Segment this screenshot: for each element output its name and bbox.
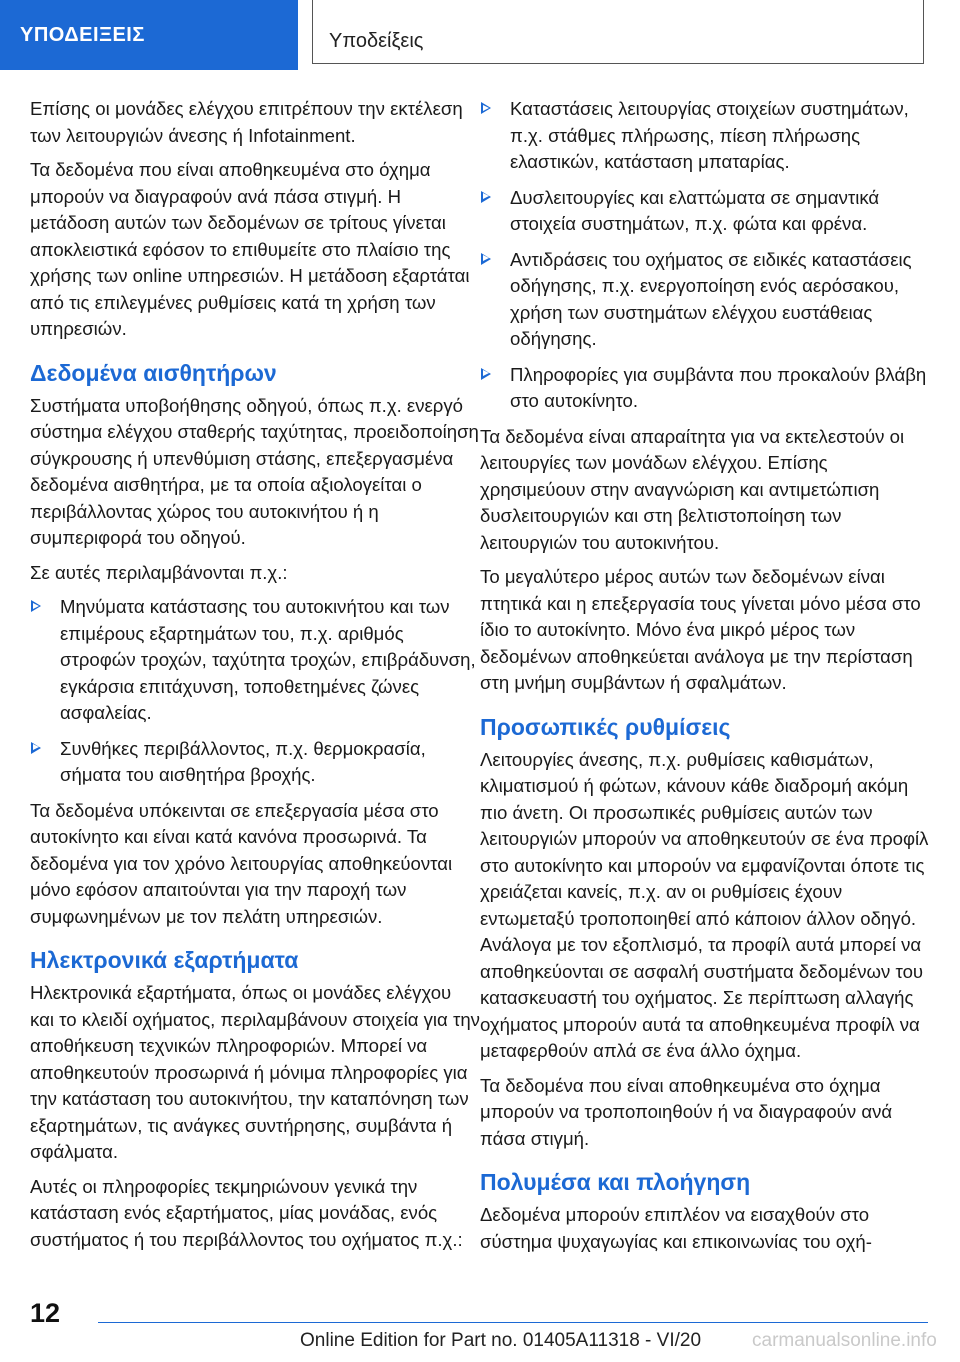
section-tab: ΥΠΟΔΕΙΞΕΙΣ [0,0,298,70]
list-item [480,96,930,176]
watermark: carmanualsonline.info [752,1330,937,1351]
list-item-text: Αντιδράσεις του οχήματος σε ειδικές καταστάσεις οδήγησης, π.χ. ενεργοποίηση ενός αερόσακου, χρήση των συστημάτων ελέγχου ευστάθειας οδήγησης. [510,248,912,349]
list-item [30,736,480,789]
section-title: Υποδείξεις [312,0,924,64]
paragraph: Επίσης οι μονάδες ελέγχου επιτρέπουν την εκτέλεση των λειτουργιών άνεσης ή Infotainment. [30,98,463,146]
paragraph: Ηλεκτρονικά εξαρτήματα, όπως οι μονάδες ελέγχου και το κλειδί οχήματος, περιλαμβάνουν στοιχεία για την αποθήκευση τεχνικών πληροφοριών. Μπορεί να αποθηκευτούν προσωρινά ή μόνιμα πληροφορίες για την κατάσταση του αυτοκινήτου, την καταπόνηση των εξαρτημάτων, τις ανάγκες συντήρησης, συμβάντα ή σφάλματα. [30,982,480,1162]
list-item-text: Συνθήκες περιβάλλοντος, π.χ. θερμοκρασία, σήματα του αισθητήρα βροχής. [60,737,426,785]
heading-personal-settings: Προσωπικές ρυθμίσεις [480,713,731,740]
list-item-text: Καταστάσεις λειτουργίας στοιχείων συστημάτων, π.χ. στάθμες πλήρωσης, πίεση πλήρωσης ελαστικών, κατάσταση μπαταρίας. [510,98,909,172]
footer-divider [98,1322,928,1323]
paragraph: Σε αυτές περιλαμβάνονται π.χ.: [30,561,288,583]
bullet-list [30,594,480,789]
list-item [30,594,480,727]
triangle-bullet-icon [481,368,491,380]
list-item [480,247,930,353]
list-item [480,185,930,238]
triangle-bullet-icon [481,191,491,203]
paragraph: Τα δεδομένα υπόκεινται σε επεξεργασία μέσα στο αυτοκίνητο και είναι κατά κανόνα προσωρινά. Τα δεδομένα για τον χρόνο λειτουργίας αποθηκεύονται μόνο εφόσον απαιτούνται για την παροχή των συμφωνημένων με τον πελάτη υπηρεσιών. [30,799,453,927]
paragraph: Τα δεδομένα που είναι αποθηκευμένα στο όχημα μπορούν να διαγραφούν ανά πάσα στιγμή. Η μετάδοση αυτών των δεδομένων σε τρίτους γίνεται αποκλειστικά εφόσον το επιθυμείτε στο πλαίσιο της χρήσης των online υπηρεσιών. Η μετάδοση εξαρτάται από τις επιλεγμένες ρυθμίσεις κατά τη χρήση των υπηρεσιών. [30,159,470,339]
page-number: 12 [30,1298,61,1328]
triangle-bullet-icon [481,102,491,114]
paragraph: Τα δεδομένα είναι απαραίτητα για να εκτελεστούν οι λειτουργίες των μονάδων ελέγχου. Επίσης χρησιμεύουν στην αναγνώριση και αντιμετώπιση δυσλειτουργιών και στη βελτιστοποίηση των λειτουργιών του αυτοκινήτου. [480,425,905,553]
paragraph: Τα δεδομένα που είναι αποθηκευμένα στο όχημα μπορούν να τροποποιηθούν ή να διαγραφούν ανά πάσα στιγμή. [480,1074,893,1149]
triangle-bullet-icon [31,600,41,612]
bullet-list [480,96,930,415]
triangle-bullet-icon [31,742,41,754]
heading-multimedia-navigation: Πολυμέσα και πλοήγηση [480,1169,751,1195]
triangle-bullet-icon [481,253,491,265]
heading-electronic-components: Ηλεκτρονικά εξαρτήματα [30,947,299,973]
paragraph: Αυτές οι πληροφορίες τεκμηριώνουν γενικά την κατάσταση ενός εξαρτήματος, μίας μονάδας, ενός συστήματος ή του περιβάλλοντος του οχήματος π.χ.: [30,1175,463,1250]
right-column [480,96,930,1263]
footer-edition: Online Edition for Part no. 01405A11318 - VI/20 [300,1330,702,1351]
paragraph: Το μεγαλύτερο μέρος αυτών των δεδομένων είναι πτητικά και η επεξεργασία τους γίνεται μόνο μέσα στο ίδιο το αυτοκίνητο. Μόνο ένα μικρό μέρος των δεδομένων αποθηκεύεται ανάλογα με την περίσταση στη μνήμη συμβάντων ή σφαλμάτων. [480,566,921,693]
heading-sensor-data: Δεδομένα αισθητήρων [30,359,277,386]
paragraph: Λειτουργίες άνεσης, π.χ. ρυθμίσεις καθισμάτων, κλιματισμού ή φώτων, κάνουν κάθε διαδρομή ακόμη πιο άνετη. Οι προσωπικές ρυθμίσεις αυτών των λειτουργιών μπορούν να αποθηκευτούν σε ένα προφίλ στο αυτοκίνητο και μπορούν να εμφανίζονται όποτε τις χρειάζεται κανείς, π.χ. αν οι ρυθμίσεις έχουν εντωμεταξύ τροποποιηθεί από κάποιον άλλον οδηγό. Ανάλογα με τον εξοπλισμό, τα προφίλ αυτά μπορεί να αποθηκεύονται σε ασφαλή συστήματα δεδομένων του κατασκευαστή του οχήματος. Σε περίπτωση αλλαγής οχήματος μπορούν αυτά τα αποθηκευμένα προφίλ να μεταφερθούν απλά σε ένα άλλο όχημα. [480,748,929,1061]
list-item [480,362,930,415]
list-item-text: Μηνύματα κατάστασης του αυτοκινήτου και των επιμέρους εξαρτημάτων του, π.χ. αριθμός στροφών τροχών, ταχύτητα τροχών, επιβράδυνση, εγκάρσια επιτάχυνση, τοποθετημένες ζώνες ασφαλείας. [60,596,476,723]
list-item-text: Πληροφορίες για συμβάντα που προκαλούν βλάβη στο αυτοκίνητο. [510,363,927,411]
list-item-text: Δυσλειτουργίες και ελαττώματα σε σημαντικά στοιχεία συστημάτων, π.χ. φώτα και φρένα. [510,186,880,234]
left-column [30,96,480,1261]
page-header [0,0,960,70]
paragraph: Δεδομένα μπορούν επιπλέον να εισαχθούν στο σύστημα ψυχαγωγίας και επικοινωνίας του οχή- [480,1204,872,1252]
paragraph: Συστήματα υποβοήθησης οδηγού, όπως π.χ. ενεργό σύστημα ελέγχου σταθερής ταχύτητας, προειδοποίηση σύγκρουσης ή υπενθύμιση στάσης, επεξεργασμένα δεδομένα αισθητήρα, με τα οποία αξιολογείται ο περιβάλλοντας χώρος του αυτοκινήτου ή η συμπεριφορά του οδηγού. [30,394,479,548]
